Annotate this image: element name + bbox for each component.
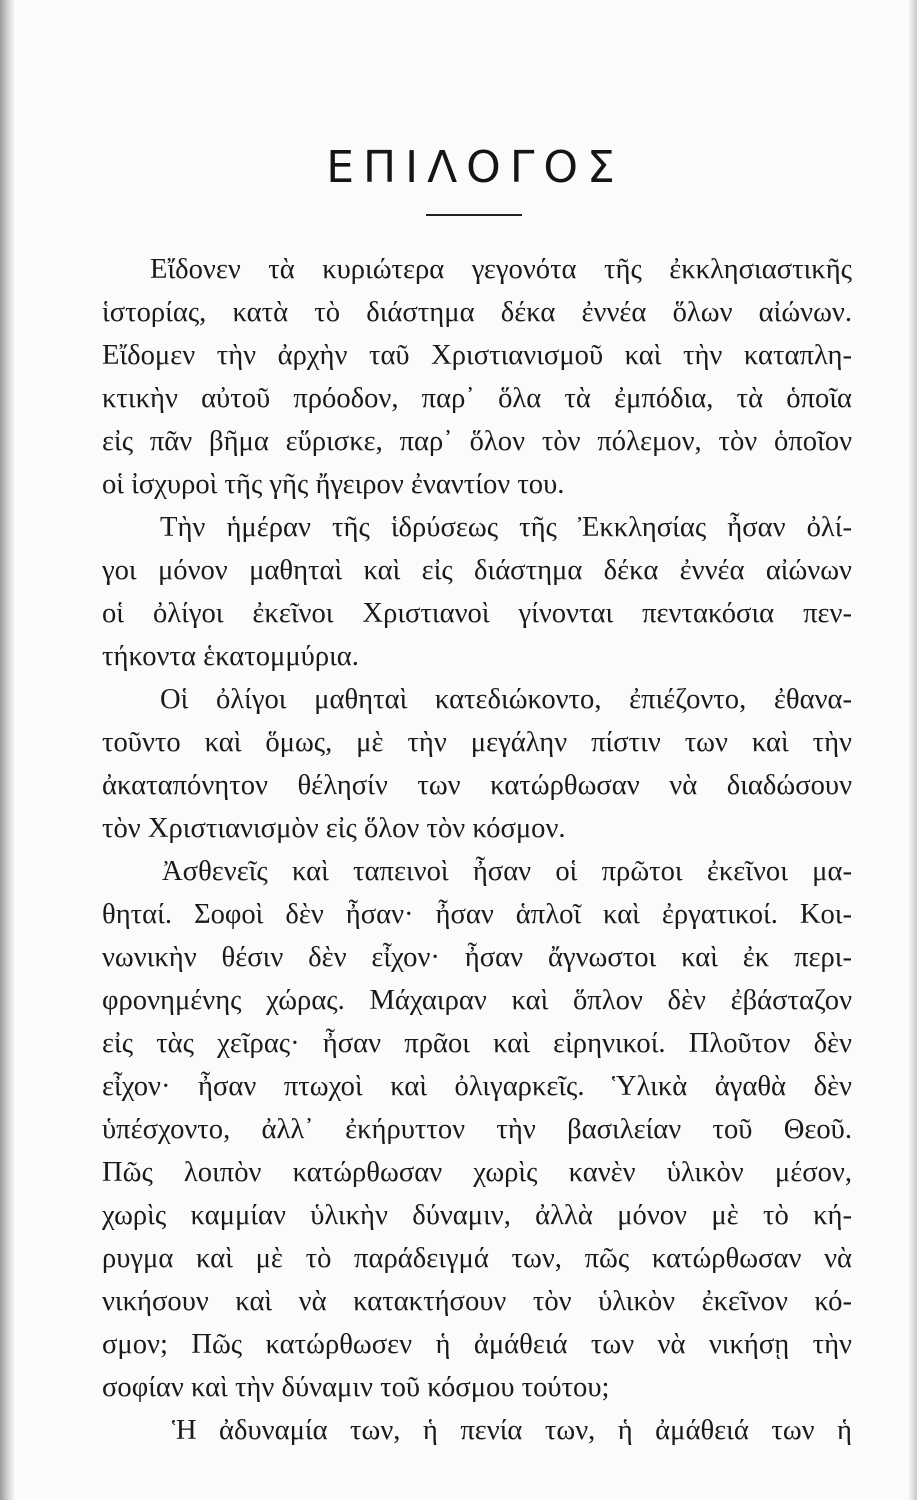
text-line: Εἴδομεν τὴν ἀρχὴν ταῦ Χριστιανισμοῦ καὶ τὴν καταπλη- <box>102 340 852 371</box>
text-line: χωρὶς καμμίαν ὑλικὴν δύναμιν, ἀλλὰ μόνον μὲ τὸ κή- <box>102 1200 852 1231</box>
text-line: νωνικὴν θέσιν δὲν εἶχον· ἦσαν ἄγνωστοι καὶ ἐκ περι- <box>102 942 852 973</box>
text-line: ρυγμα καὶ μὲ τὸ παράδειγμά των, πῶς κατώρθωσαν νὰ <box>102 1243 852 1274</box>
body-text <box>102 248 852 1452</box>
page-right-edge <box>909 0 917 1500</box>
text-line: σοφίαν καὶ τὴν δύναμιν τοῦ κόσμου τούτου; <box>102 1372 610 1403</box>
text-line: Πῶς λοιπὸν κατώρθωσαν χωρὶς κανὲν ὑλικὸν μέσον, <box>102 1157 852 1188</box>
text-line: ἱστορίας, κατὰ τὸ διάστημα δέκα ἐννέα ὅλων αἰώνων. <box>102 297 852 328</box>
text-line: τοῦντο καὶ ὅμως, μὲ τὴν μεγάλην πίστιν των καὶ τὴν <box>102 727 852 758</box>
title-divider-rule <box>426 214 522 216</box>
text-line: εἰς πᾶν βῆμα εὕρισκε, παρ᾽ ὅλον τὸν πόλεμον, τὸν ὁποῖον <box>102 426 852 457</box>
text-line: φρονημένης χώρας. Μάχαιραν καὶ ὅπλον δὲν ἐβάσταζον <box>102 985 852 1016</box>
text-line: θηταί. Σοφοὶ δὲν ἦσαν· ἦσαν ἁπλοῖ καὶ ἐργατικοί. Κοι- <box>102 899 852 930</box>
page-binding-shadow <box>0 0 14 1500</box>
text-line: εἶχον· ἦσαν πτωχοὶ καὶ ὀλιγαρκεῖς. Ὑλικὰ ἀγαθὰ δὲν <box>102 1071 852 1102</box>
text-line: Τὴν ἡμέραν τῆς ἱδρύσεως τῆς Ἐκκλησίας ἦσαν ὀλί- <box>160 512 852 543</box>
chapter-title: ΕΠΙΛΟΓΟΣ <box>326 142 624 193</box>
text-line: Οἱ ὀλίγοι μαθηταὶ κατεδιώκοντο, ἐπιέζοντο, ἐθανα- <box>160 684 852 715</box>
text-line: τήκοντα ἑκατομμύρια. <box>102 641 359 672</box>
text-line: ὑπέσχοντο, ἀλλ᾽ ἐκήρυττον τὴν βασιλείαν τοῦ Θεοῦ. <box>102 1114 852 1145</box>
text-line: Εἴδονεν τὰ κυριώτερα γεγονότα τῆς ἐκκλησιαστικῆς <box>150 254 852 285</box>
text-line: Ἀσθενεῖς καὶ ταπεινοὶ ἦσαν οἱ πρῶτοι ἐκεῖνοι μα- <box>162 856 852 887</box>
text-line: ἀκαταπόνητον θέλησίν των κατώρθωσαν νὰ διαδώσουν <box>102 770 852 801</box>
text-line: νικήσουν καὶ νὰ κατακτήσουν τὸν ὑλικὸν ἐκεῖνον κό- <box>102 1286 852 1317</box>
text-line: οἱ ὀλίγοι ἐκεῖνοι Χριστιανοὶ γίνονται πεντακόσια πεν- <box>102 598 852 629</box>
text-line: γοι μόνον μαθηταὶ καὶ εἰς διάστημα δέκα ἐννέα αἰώνων <box>102 555 852 586</box>
text-line: κτικὴν αὐτοῦ πρόοδον, παρ᾽ ὅλα τὰ ἐμπόδια, τὰ ὁποῖα <box>102 383 852 414</box>
text-line: εἰς τὰς χεῖρας· ἦσαν πρᾶοι καὶ εἰρηνικοί. Πλοῦτον δὲν <box>102 1028 852 1059</box>
text-line: σμον; Πῶς κατώρθωσεν ἡ ἀμάθειά των νὰ νικήσῃ τὴν <box>102 1329 852 1360</box>
text-line: οἱ ἰσχυροὶ τῆς γῆς ἤγειρον ἐναντίον του. <box>102 469 565 500</box>
text-line: τὸν Χριστιανισμὸν εἰς ὅλον τὸν κόσμον. <box>102 813 566 844</box>
text-line: Ἡ ἀδυναμία των, ἡ πενία των, ἡ ἀμάθειά των ἡ <box>172 1415 852 1446</box>
